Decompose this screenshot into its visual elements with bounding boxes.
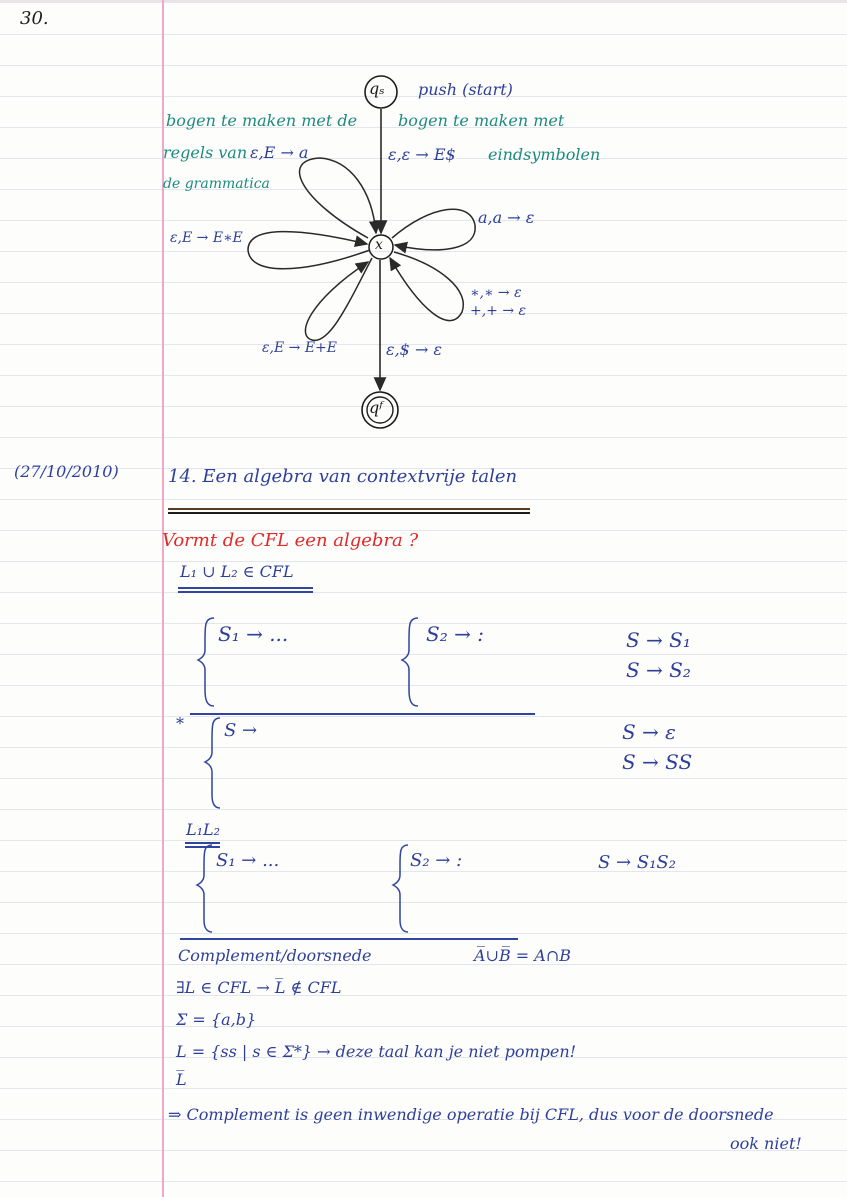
left-note-line-1: bogen te maken met de xyxy=(166,111,358,130)
concat-middle-brace xyxy=(393,845,408,932)
concat-separator xyxy=(180,938,518,940)
loop-left-label: ε,E → E∗E xyxy=(170,230,243,246)
complement-line-4: L̅ xyxy=(176,1070,187,1089)
concat-heading: L₁L₂ xyxy=(186,820,221,839)
conclusion-line-1: ⇒ Complement is geen inwendige operatie bij CFL, dus voor de doorsnede xyxy=(168,1105,774,1124)
union-middle-rule: S₂ → : xyxy=(426,622,484,646)
concat-rule: S → S₁S₂ xyxy=(598,852,676,873)
complement-line-1: ∃L ∈ CFL → L̅ ∉ CFL xyxy=(176,978,342,997)
complement-heading: Complement/doorsnede xyxy=(178,946,372,965)
union-middle-brace xyxy=(402,618,418,706)
complement-line-2: Σ = {a,b} xyxy=(176,1010,257,1029)
center-state-label: x xyxy=(375,237,383,253)
union-rule-1: S → S₁ xyxy=(626,628,691,652)
left-note-line-2: regels van xyxy=(163,143,248,162)
page-number: 30. xyxy=(20,8,49,29)
start-state-label: qₛ xyxy=(369,79,385,98)
star-rule-2: S → SS xyxy=(622,750,693,774)
left-rule: ε,E → a xyxy=(250,143,309,162)
right-note-line-1: bogen te maken met xyxy=(398,111,565,130)
union-heading: L₁ ∪ L₂ ∈ CFL xyxy=(180,562,294,581)
de-morgan-identity: A̅∪B̅ = A∩B xyxy=(474,946,572,965)
start-note: push (start) xyxy=(418,80,513,99)
loop-right-bottom-label-2: +,+ → ε xyxy=(470,303,527,319)
union-separator xyxy=(190,713,535,715)
concat-underline-2 xyxy=(185,846,220,848)
concat-underline-1 xyxy=(185,842,220,844)
accept-state-label: qᶠ xyxy=(369,398,383,417)
concat-left-rule: S₁ → ... xyxy=(216,850,280,871)
date-label: (27/10/2010) xyxy=(14,462,119,481)
union-left-brace xyxy=(198,618,214,706)
section-title: 14. Een algebra van contextvrije talen xyxy=(168,466,518,487)
left-note-line-3: de grammatica xyxy=(163,176,270,192)
concat-middle-rule: S₂ → : xyxy=(410,850,463,871)
right-note-line-2: eindsymbolen xyxy=(488,145,601,164)
union-rule-2: S → S₂ xyxy=(626,658,691,682)
question-heading: Vormt de CFL een algebra ? xyxy=(162,530,419,551)
star-marker: * xyxy=(176,714,184,733)
union-left-rule: S₁ → ... xyxy=(218,622,289,646)
complement-line-3: L = {ss | s ∈ Σ*} → deze taal kan je niet pompen! xyxy=(176,1042,577,1061)
loop-bottom-left-label: ε,E → E+E xyxy=(262,340,337,356)
push-label: ε,ε → E$ xyxy=(388,145,456,164)
loop-right-bottom-label-1: ∗,∗ → ε xyxy=(470,285,522,301)
concat-left-brace xyxy=(197,845,212,932)
star-rule-1: S → ε xyxy=(622,720,676,744)
pop-label: ε,$ → ε xyxy=(386,340,443,359)
loop-right-top-label: a,a → ε xyxy=(478,208,535,227)
conclusion-line-2: ook niet! xyxy=(730,1134,802,1153)
star-left-rule: S → xyxy=(224,720,258,741)
star-brace xyxy=(205,718,220,808)
